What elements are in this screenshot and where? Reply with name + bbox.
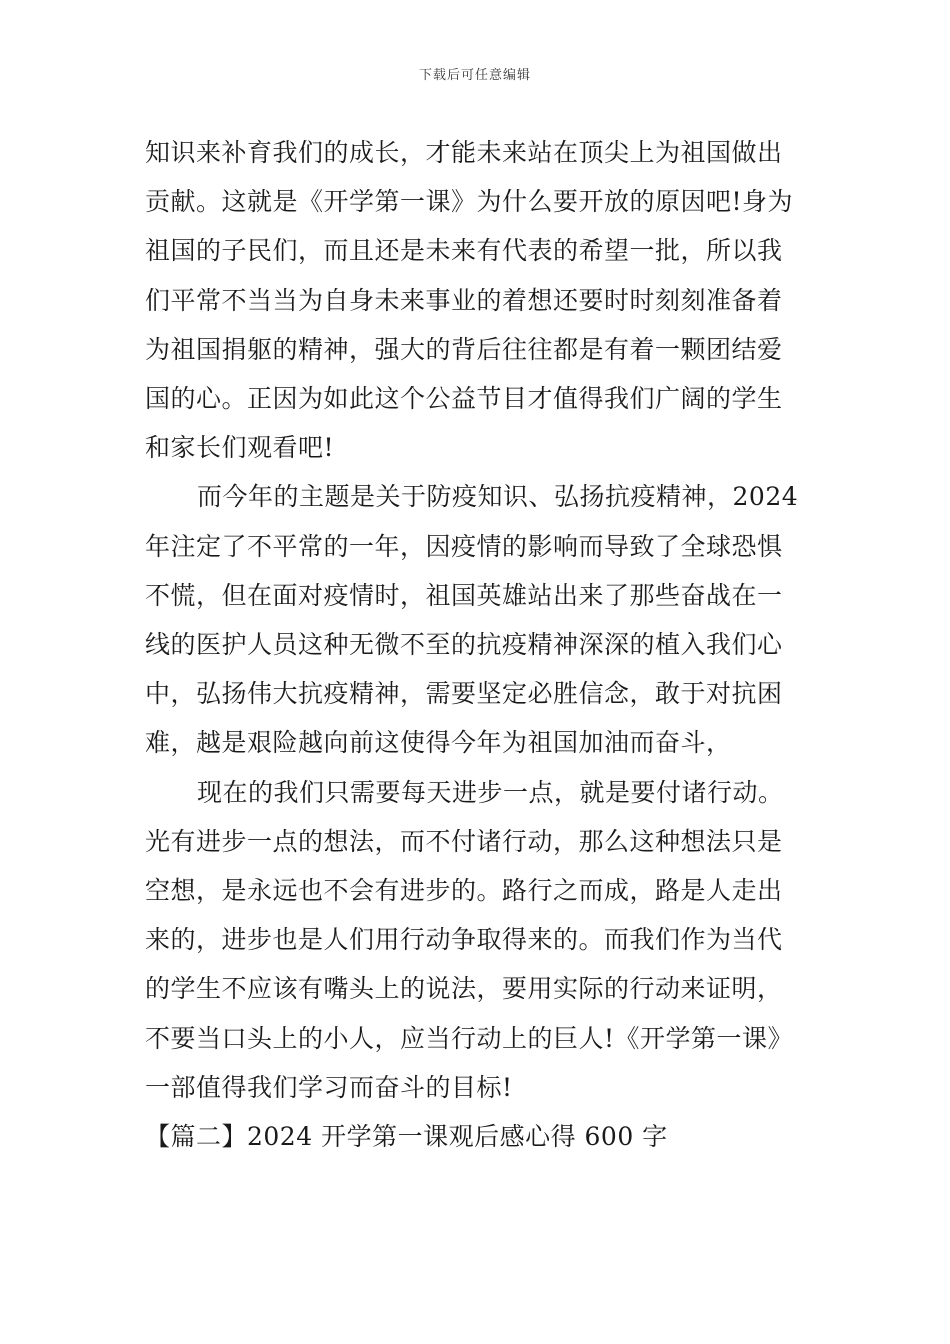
paragraph-1: 知识来补育我们的成长，才能未来站在顶尖上为祖国做出 贡献。这就是《开学第一课》为什么要开放的原因吧!身为 祖国的子民们，而且还是未来有代表的希望一批，所以我 们平常不当当为自身未来事业的着想还要时时刻刻准备着 为祖国捐躯的精神，强大的背后往往都是有着一颗团结爱 国的心。正因为如此这个公益节目才值得我们广阔的学生 和家长们观看吧! <box>145 138 794 463</box>
paragraph-3: 现在的我们只需要每天进步一点，就是要付诸行动。 光有进步一点的想法，而不付诸行动，那么这种想法只是 空想，是永远也不会有进步的。路行之而成，路是人走出 来的，进步也是人们用行动争取得来的。而我们作为当代 的学生不应该有嘴头上的说法，要用实际的行动来证明， 不要当口头上的小人，应当行动上的巨人!《开学第一课》 一部值得我们学习而奋斗的目标! <box>145 777 794 1102</box>
paragraph-2: 而今年的主题是关于防疫知识、弘扬抗疫精神，2024 年注定了不平常的一年，因疫情的影响而导致了全球恐惧 不慌，但在面对疫情时，祖国英雄站出来了那些奋战在一 线的医护人员这种无微不至的抗疫精神深深的植入我们心 中，弘扬伟大抗疫精神，需要坚定必胜信念，敢于对抗困 难，越是艰险越向前这使得今年为祖国加油而奋斗， <box>145 482 799 758</box>
page-header: 下载后可任意编辑 <box>418 68 531 83</box>
section-heading: 【篇二】2024 开学第一课观后感心得 600 字 <box>145 1122 668 1152</box>
document-body <box>145 128 813 1161</box>
